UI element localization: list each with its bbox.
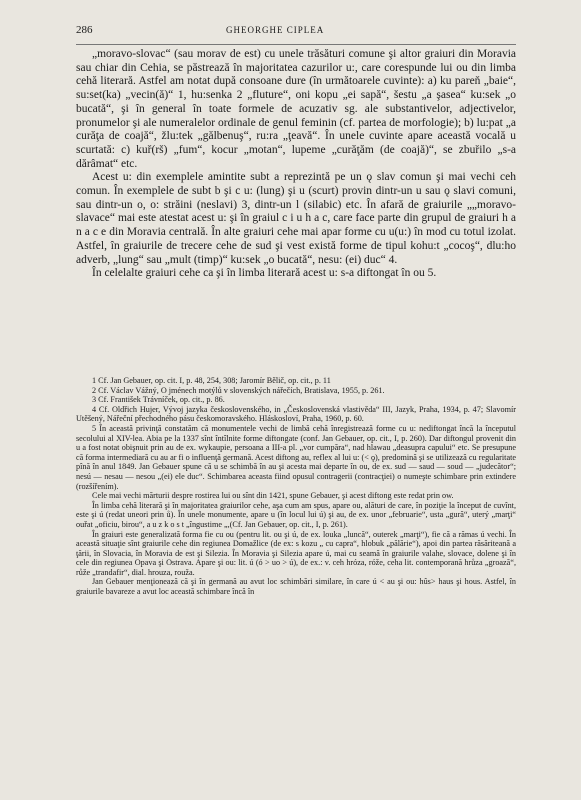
footnotes — [76, 376, 516, 597]
paragraph-2: Acest u: din exemplele amintite subt a reprezintă pe un ǫ slav comun şi mai vechi ceh comun. În exemplele de subt b şi c u: (lung) şi u (scurt) provin dintr-un u sau ǫ slavi comuni, sau dintr-un o, o: străini (neslavi) 3, dintr-un l (silabic) etc. În afară de graiurile „„moravo-slavace“ mai este atestat acest u: şi în graiul c i u h a c, care face parte din grupul de graiuri h a n a c e din Moravia centrală. În alte graiuri cehe mai apar forme cu u(u:) în mod cu totul izolat. Astfel, în graiurile de trecere cehe de sud şi vest există forme de tipul kohu:t „cocoş“, dlu:ho adverb, „lung“ sau „mult (timp)“ ku:sek „o bucată“, nesu: (ei) duc“ 4. — [76, 171, 516, 266]
footnote-4: 4 Cf. Oldřich Hujer, Vývoj jazyka československého, in „Československá vlastivěda“ III, Jazyk, Praha, 1934, p. 47; Slavomír Utěšený, Nářeční přechodného pásu českomoravského. Hláskosloví, Praha, 1960, p. 60. — [76, 404, 516, 424]
footnote-5-para-4: În graiuri este generalizată forma fie cu ou (pentru lit. ou şi ú, de ex. louka „luncă“, outerek „marţi“), fie că a rămas ú vechi. În această situaţie sînt graiurile cehe din regiunea Domažlice (de ex: s kozu „ cu capra“, hlobuk „pălărie“), apoi din partea răsăriteană a ţării, în Slovacia, în Moravia de est şi Silezia. În Moravia şi Silezia apare ú, mai cu seamă în graiurile valahe, slovace, dolene şi în cele din regiunea Opava şi Ostrava. Apare şi ou: lit. ú (ó > uo > ú), de ex.: v. ceh hróza, róže, ceha lit. contemporană hrůza „groază“, růže „trandafir“, dial. hrouza, rouža. — [76, 529, 516, 577]
footnote-1: 1 Cf. Jan Gebauer, op. cit. I, p. 48, 254, 308; Jaromír Bělič, op. cit., p. 11 — [92, 376, 331, 385]
header-rule — [76, 44, 516, 45]
footnote-2: 2 Cf. Václav Vážný, O jménech motýlů v slovenských nářečích, Bratislava, 1955, p. 261. — [92, 385, 385, 395]
main-text — [76, 48, 516, 281]
footnote-5-para-2: Cele mai vechi mărturii despre rostirea lui ou sînt din 1421, spune Gebauer, şi acest diftong este redat prin ow. — [92, 491, 454, 501]
footnote-5: 5 În această privinţă constatăm că monumentele vechi de limbă cehă înregistrează forme cu u: nediftongat încă la începutul secolului al XIV-lea. Abia pe la 1337 sînt întîlnite forme diftongate (conf. Jan Gebauer, op. cit., I, p. 260). Dar diftongul provenit din u a fost notat obişnuit prin au de ex. wykaupie, persoana a III-a pl. „vor cumpăra“, nad hlawau „deasupra capului“ etc. Se presupune că forma intermediară cu au ar fi o influenţă germană. Acest diftong au, reflex al lui u: (< ǫ), predomină şi se utilizează cu regularitate pînă în anul 1849. Jan Gebauer spune că u se schimbă în au şi acesta mai departe în ou, de ex. sud — saud — soud — „judecător“; nesú — nesau — nesou „(ei) ele duc“. Schimbarea aceasta fiind opusul contragerii (contracţiei) o numeşte schimbare prin extindere (rozšířením). — [76, 423, 516, 491]
paragraph-3: În celelalte graiuri cehe ca şi în limba literară acest u: s-a diftongat în ou 5. — [92, 267, 437, 280]
footnote-5-para-5: Jan Gebauer menţionează că şi în germană au avut loc schimbări similare, în care ú < au şi ou: hûs> haus şi hous. Astfel, în graiurile bavareze a avut loc această schimbare încă în — [76, 577, 516, 597]
running-head: GHEORGHE CIPLEA — [226, 25, 325, 35]
page-number: 286 — [76, 24, 93, 36]
footnote-3: 3 Cf. František Trávníček, op. cit., p. 86. — [92, 395, 225, 405]
paragraph-1: „moravo-slovac“ (sau morav de est) cu unele trăsături comune şi altor graiuri din Moravia sau chiar din Cehia, se păstrează în majoritatea cazurilor u:, care corespunde lui ou din limba cehă literară. Astfel am notat după consoane dure (în următoarele cuvinte): a) ku pareň „baie“, su:set(ka) „vecin(ă)“ 1, hu:senka 2 „fluture“, oni kopu „ei sapă“, šestu „a şasea“ ku:sek „o bucată“, şi în general în toate formele de acuzativ sg. ale substantivelor, adjectivelor, pronumelor şi ale numeralelor ordinale de genul feminin (cf. partea de morfologie); b) lu:pat „a curăţa de coajă“, žlu:tek „gălbenuş“, ru:ra „ţeavă“. În unele cuvinte apare această vocală u scurtată: c) kuř(rš) „fum“, kocur „motan“, lupeme „curăţăm (de coajă)“, se zbuřilo „s-a dărâmat“ etc. — [76, 48, 516, 170]
footnote-5-para-3: În limba cehă literară şi în majoritatea graiurilor cehe, aşa cum am spus, apare ou, alături de care, în poziţie la început de cuvînt, este şi ú (redat uneori prin ů). În unele monumente, apare u (în locul lui ú) şi au, de ex. unor „februarie“, usta „gură“, uterý „marţi“ ouřat „oficiu, birou“, a u z k o s t „îngustime „,(Cf. Jan Gebauer, op. cit., I, p. 261). — [76, 500, 516, 529]
page-header — [76, 22, 516, 40]
